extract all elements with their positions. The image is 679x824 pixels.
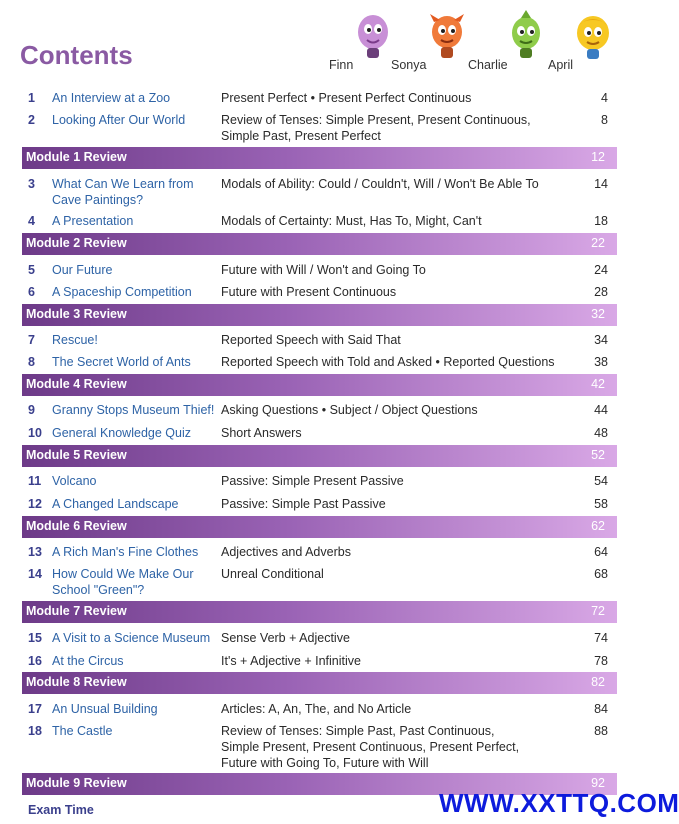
lesson-title: Rescue! — [52, 333, 98, 347]
page-number: 18 — [594, 214, 608, 228]
lesson-title: At the Circus — [52, 654, 124, 668]
lesson-title: A Spaceship Competition — [52, 285, 192, 299]
lesson-number: 5 — [28, 263, 35, 277]
lesson-title: Granny Stops Museum Thief! — [52, 403, 215, 417]
page-title: Contents — [20, 40, 133, 70]
page-number: 4 — [601, 91, 608, 105]
page-number: 92 — [591, 776, 605, 790]
lesson-topic: Review of Tenses: Simple Present, Present Continuous, Simple Past, Present Perfect — [221, 113, 531, 143]
lesson-number: 11 — [28, 474, 42, 488]
lesson-title: Volcano — [52, 474, 97, 488]
lesson-topic: Adjectives and Adverbs — [221, 545, 351, 559]
page-number: 78 — [594, 654, 608, 668]
module-label: Module 1 Review — [26, 150, 127, 164]
lesson-title: A Visit to a Science Museum — [52, 631, 211, 645]
lesson-topic: Future with Will / Won't and Going To — [221, 263, 426, 277]
page-number: 22 — [591, 236, 605, 250]
page-number: 12 — [591, 150, 605, 164]
lesson-title: General Knowledge Quiz — [52, 426, 191, 440]
page-number: 14 — [594, 177, 608, 191]
lesson-topic: Modals of Certainty: Must, Has To, Might, Can't — [221, 214, 482, 228]
module-label: Module 2 Review — [26, 236, 127, 250]
charlie-character-icon — [501, 12, 551, 62]
finn-character-icon — [348, 12, 398, 62]
lesson-topic: Reported Speech with Said That — [221, 333, 401, 347]
lesson-topic: Unreal Conditional — [221, 567, 324, 581]
april-label: April — [548, 58, 574, 72]
lesson-number: 6 — [28, 285, 35, 299]
module-review-bar[interactable] — [22, 147, 617, 169]
page-number: 8 — [601, 113, 608, 127]
sonya-label: Sonya — [391, 58, 427, 72]
exam-time-label[interactable]: Exam Time — [28, 803, 94, 817]
lesson-title: A Presentation — [52, 214, 134, 228]
lesson-topic: It's + Adjective + Infinitive — [221, 654, 361, 668]
module-label: Module 8 Review — [26, 675, 127, 689]
lesson-number: 13 — [28, 545, 42, 559]
finn-label: Finn — [329, 58, 354, 72]
page-number: 74 — [594, 631, 608, 645]
page-number: 32 — [591, 307, 605, 321]
lesson-number: 12 — [28, 497, 42, 511]
lesson-topic: Sense Verb + Adjective — [221, 631, 350, 645]
lesson-title: An Unsual Building — [52, 702, 158, 716]
lesson-topic: Short Answers — [221, 426, 302, 440]
lesson-number: 1 — [28, 91, 35, 105]
lesson-title: The Castle — [52, 724, 113, 738]
charlie-label: Charlie — [468, 58, 508, 72]
lesson-title: The Secret World of Ants — [52, 355, 191, 369]
page-number: 42 — [591, 377, 605, 391]
module-review-bar[interactable] — [22, 374, 617, 396]
module-review-bar[interactable] — [22, 672, 617, 694]
lesson-number: 7 — [28, 333, 35, 347]
module-review-bar[interactable] — [22, 516, 617, 538]
page-number: 58 — [594, 497, 608, 511]
lesson-topic: Present Perfect • Present Perfect Continuous — [221, 91, 472, 105]
page-number: 44 — [594, 403, 608, 417]
lesson-topic: Passive: Simple Present Passive — [221, 474, 404, 488]
lesson-topic: Articles: A, An, The, and No Article — [221, 702, 412, 716]
page-number: 34 — [594, 333, 608, 347]
module-label: Module 9 Review — [26, 776, 127, 790]
module-review-bar[interactable] — [22, 445, 617, 467]
page-number: 84 — [594, 702, 608, 716]
page-number: 64 — [594, 545, 608, 559]
lesson-number: 2 — [28, 113, 35, 127]
sonya-character-icon — [422, 12, 472, 62]
lesson-title: Our Future — [52, 263, 113, 277]
lesson-number: 17 — [28, 702, 42, 716]
page-number: 52 — [591, 448, 605, 462]
page-number: 24 — [594, 263, 608, 277]
page-number: 72 — [591, 604, 605, 618]
module-label: Module 6 Review — [26, 519, 127, 533]
lesson-number: 9 — [28, 403, 35, 417]
lesson-title: A Rich Man's Fine Clothes — [52, 545, 199, 559]
page-number: 88 — [594, 724, 608, 738]
lesson-topic: Asking Questions • Subject / Object Questions — [221, 403, 478, 417]
module-review-bar[interactable] — [22, 304, 617, 326]
page-number: 68 — [594, 567, 608, 581]
lesson-number: 15 — [28, 631, 42, 645]
module-review-bar[interactable] — [22, 601, 617, 623]
page-number: 82 — [591, 675, 605, 689]
page-number: 48 — [594, 426, 608, 440]
watermark: WWW.XXTTQ.COM — [439, 788, 679, 818]
page-number: 28 — [594, 285, 608, 299]
lesson-topic: Future with Present Continuous — [221, 285, 397, 299]
lesson-title: How Could We Make Our School "Green"? — [52, 567, 194, 597]
lesson-number: 10 — [28, 426, 42, 440]
module-label: Module 3 Review — [26, 307, 127, 321]
page-number: 38 — [594, 355, 608, 369]
page-number: 54 — [594, 474, 608, 488]
lesson-topic: Modals of Ability: Could / Couldn't, Will / Won't Be Able To — [221, 177, 539, 191]
lesson-number: 14 — [28, 567, 42, 581]
lesson-number: 16 — [28, 654, 42, 668]
lesson-topic: Passive: Simple Past Passive — [221, 497, 386, 511]
april-character-icon — [568, 12, 618, 62]
lesson-number: 8 — [28, 355, 35, 369]
lesson-title: What Can We Learn from Cave Paintings? — [52, 177, 194, 207]
lesson-title: An Interview at a Zoo — [52, 91, 171, 105]
lesson-title: A Changed Landscape — [52, 497, 179, 511]
lesson-topic: Reported Speech with Told and Asked • Reported Questions — [221, 355, 555, 369]
module-label: Module 4 Review — [26, 377, 127, 391]
lesson-number: 3 — [28, 177, 35, 191]
lesson-title: Looking After Our World — [52, 113, 186, 127]
lesson-number: 4 — [28, 214, 35, 228]
module-review-bar[interactable] — [22, 233, 617, 255]
module-label: Module 7 Review — [26, 604, 127, 618]
page-number: 62 — [591, 519, 605, 533]
lesson-topic: Review of Tenses: Simple Past, Past Continuous, Simple Present, Present Continuous, Present Perfect, Future with Going To, Future with Will — [221, 724, 520, 770]
lesson-number: 18 — [28, 724, 42, 738]
module-label: Module 5 Review — [26, 448, 127, 462]
